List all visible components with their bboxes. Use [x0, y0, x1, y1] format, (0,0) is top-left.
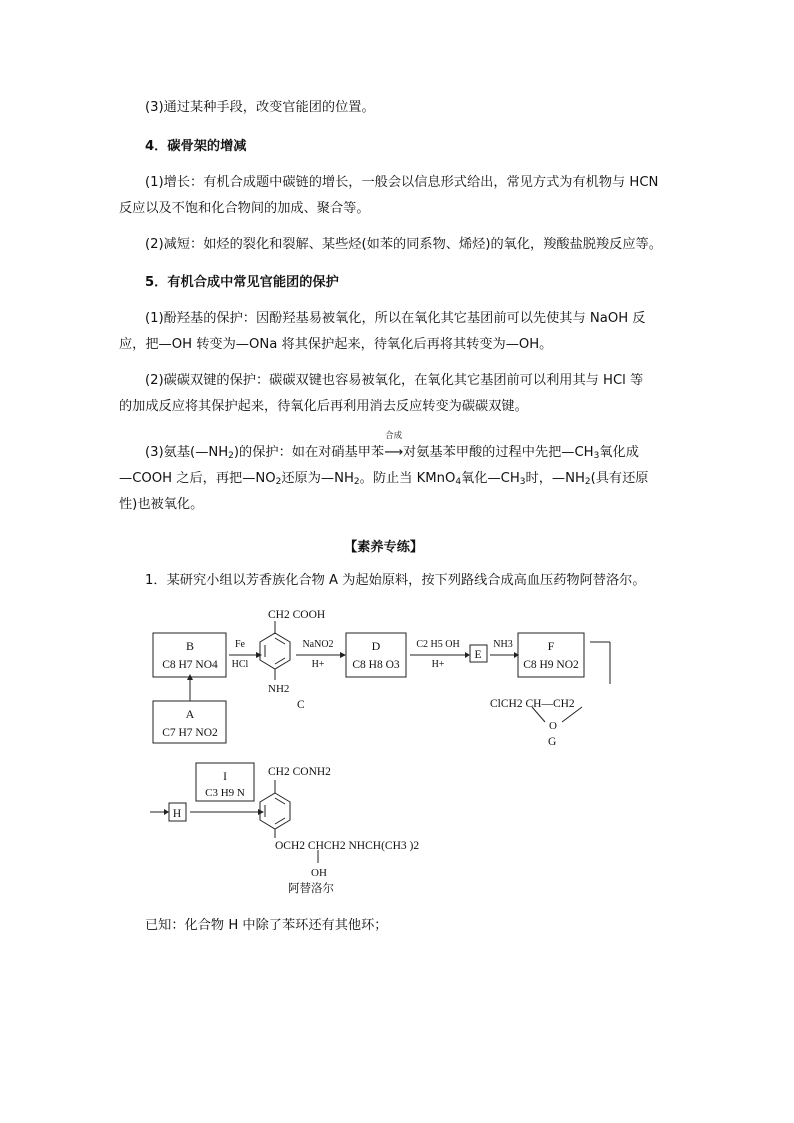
text-line: —COOH 之后，再把$—NO_2$还原为$—NH_2$。防止当 KMnO$_4$氧化$—CH_3$时，$—NH_2$(具有还原	[119, 471, 649, 487]
label-B: B	[185, 639, 195, 653]
C-amine: NH2	[268, 683, 290, 695]
formula-B: C8 H7 NO4	[162, 659, 218, 671]
formula-G: ClCH2 CH—CH2	[490, 698, 575, 710]
reagent-nano2: NaNO2	[302, 639, 334, 650]
product-substituent: CH2 CONH2	[268, 766, 331, 778]
label-F: F	[547, 639, 555, 653]
label-C: C	[297, 699, 305, 711]
formula-A: C7 H7 NO2	[162, 727, 218, 739]
synthesis-arrow: 合成 ⟶	[384, 431, 404, 460]
heading-protection: 5．有机合成中常见官能团的保护	[145, 275, 339, 290]
reagent-nh3: NH3	[493, 639, 513, 650]
reagent-ethanol: C2 H5 OH	[416, 639, 460, 650]
epoxide-oxygen: O	[549, 720, 557, 732]
reagent-fe: Fe	[235, 639, 245, 650]
label-H: H	[172, 808, 182, 820]
label-E: E	[474, 649, 482, 661]
reagent-hcl: HCl	[231, 659, 249, 670]
product-name: 阿替洛尔	[288, 881, 334, 895]
text-line: 反应以及不饱和化合物间的加成、聚合等。	[119, 201, 370, 216]
synthesis-scheme	[0, 600, 794, 920]
label-I: I	[223, 771, 227, 783]
text-line: (1)酚羟基的保护：因酚羟基易被氧化，所以在氧化其它基团前可以先使其与 NaOH 反	[145, 311, 646, 326]
text-line: (3)通过某种手段，改变官能团的位置。	[145, 100, 375, 115]
text-line-amino: (3)氨基$(—NH_2)$的保护：如在对硝基甲苯 合成 ⟶对氨基苯甲酸的过程中先把$—CH_3$氧化成	[145, 440, 639, 469]
label-D: D	[371, 639, 381, 653]
label-A: A	[185, 707, 195, 721]
text-line: 的加成反应将其保护起来，待氧化后再利用消去反应转变为碳碳双键。	[119, 399, 528, 414]
text-line: 应，把—OH 转变为—ONa 将其保护起来，待氧化后再将其转变为—OH。	[119, 337, 553, 352]
product-hydroxyl: OH	[311, 867, 327, 879]
reagent-hplus: H+	[431, 659, 445, 670]
formula-I: C3 H9 N	[205, 787, 245, 799]
formula-F: C8 H9 NO2	[523, 659, 579, 671]
label-G: G	[548, 736, 557, 748]
question-1: 1．某研究小组以芳香族化合物 A 为起始原料，按下列路线合成高血压药物阿替洛尔。	[145, 573, 646, 588]
C-substituent: CH2 COOH	[268, 609, 326, 621]
reagent-hplus: H+	[311, 659, 325, 670]
heading-carbon-skeleton: 4．碳骨架的增减	[145, 139, 247, 154]
text-line: (1)增长：有机合成题中碳链的增长，一般会以信息形式给出，常见方式为有机物与 HCN	[145, 175, 659, 190]
section-title: 【素养专练】	[344, 540, 424, 555]
known-condition: 已知：化合物 H 中除了苯环还有其他环；	[145, 918, 388, 933]
formula-D: C8 H8 O3	[352, 659, 400, 671]
text-line: (2)减短：如烃的裂化和裂解、某些烃(如苯的同系物、烯烃)的氧化，羧酸盐脱羧反应等。	[145, 237, 662, 252]
text-line: 性)也被氧化。	[119, 497, 204, 512]
text-line: (2)碳碳双键的保护：碳碳双键也容易被氧化，在氧化其它基团前可以利用其与 HCl 等	[145, 373, 644, 388]
product-side-chain: OCH2 CHCH2 NHCH(CH3 )2	[275, 840, 420, 852]
